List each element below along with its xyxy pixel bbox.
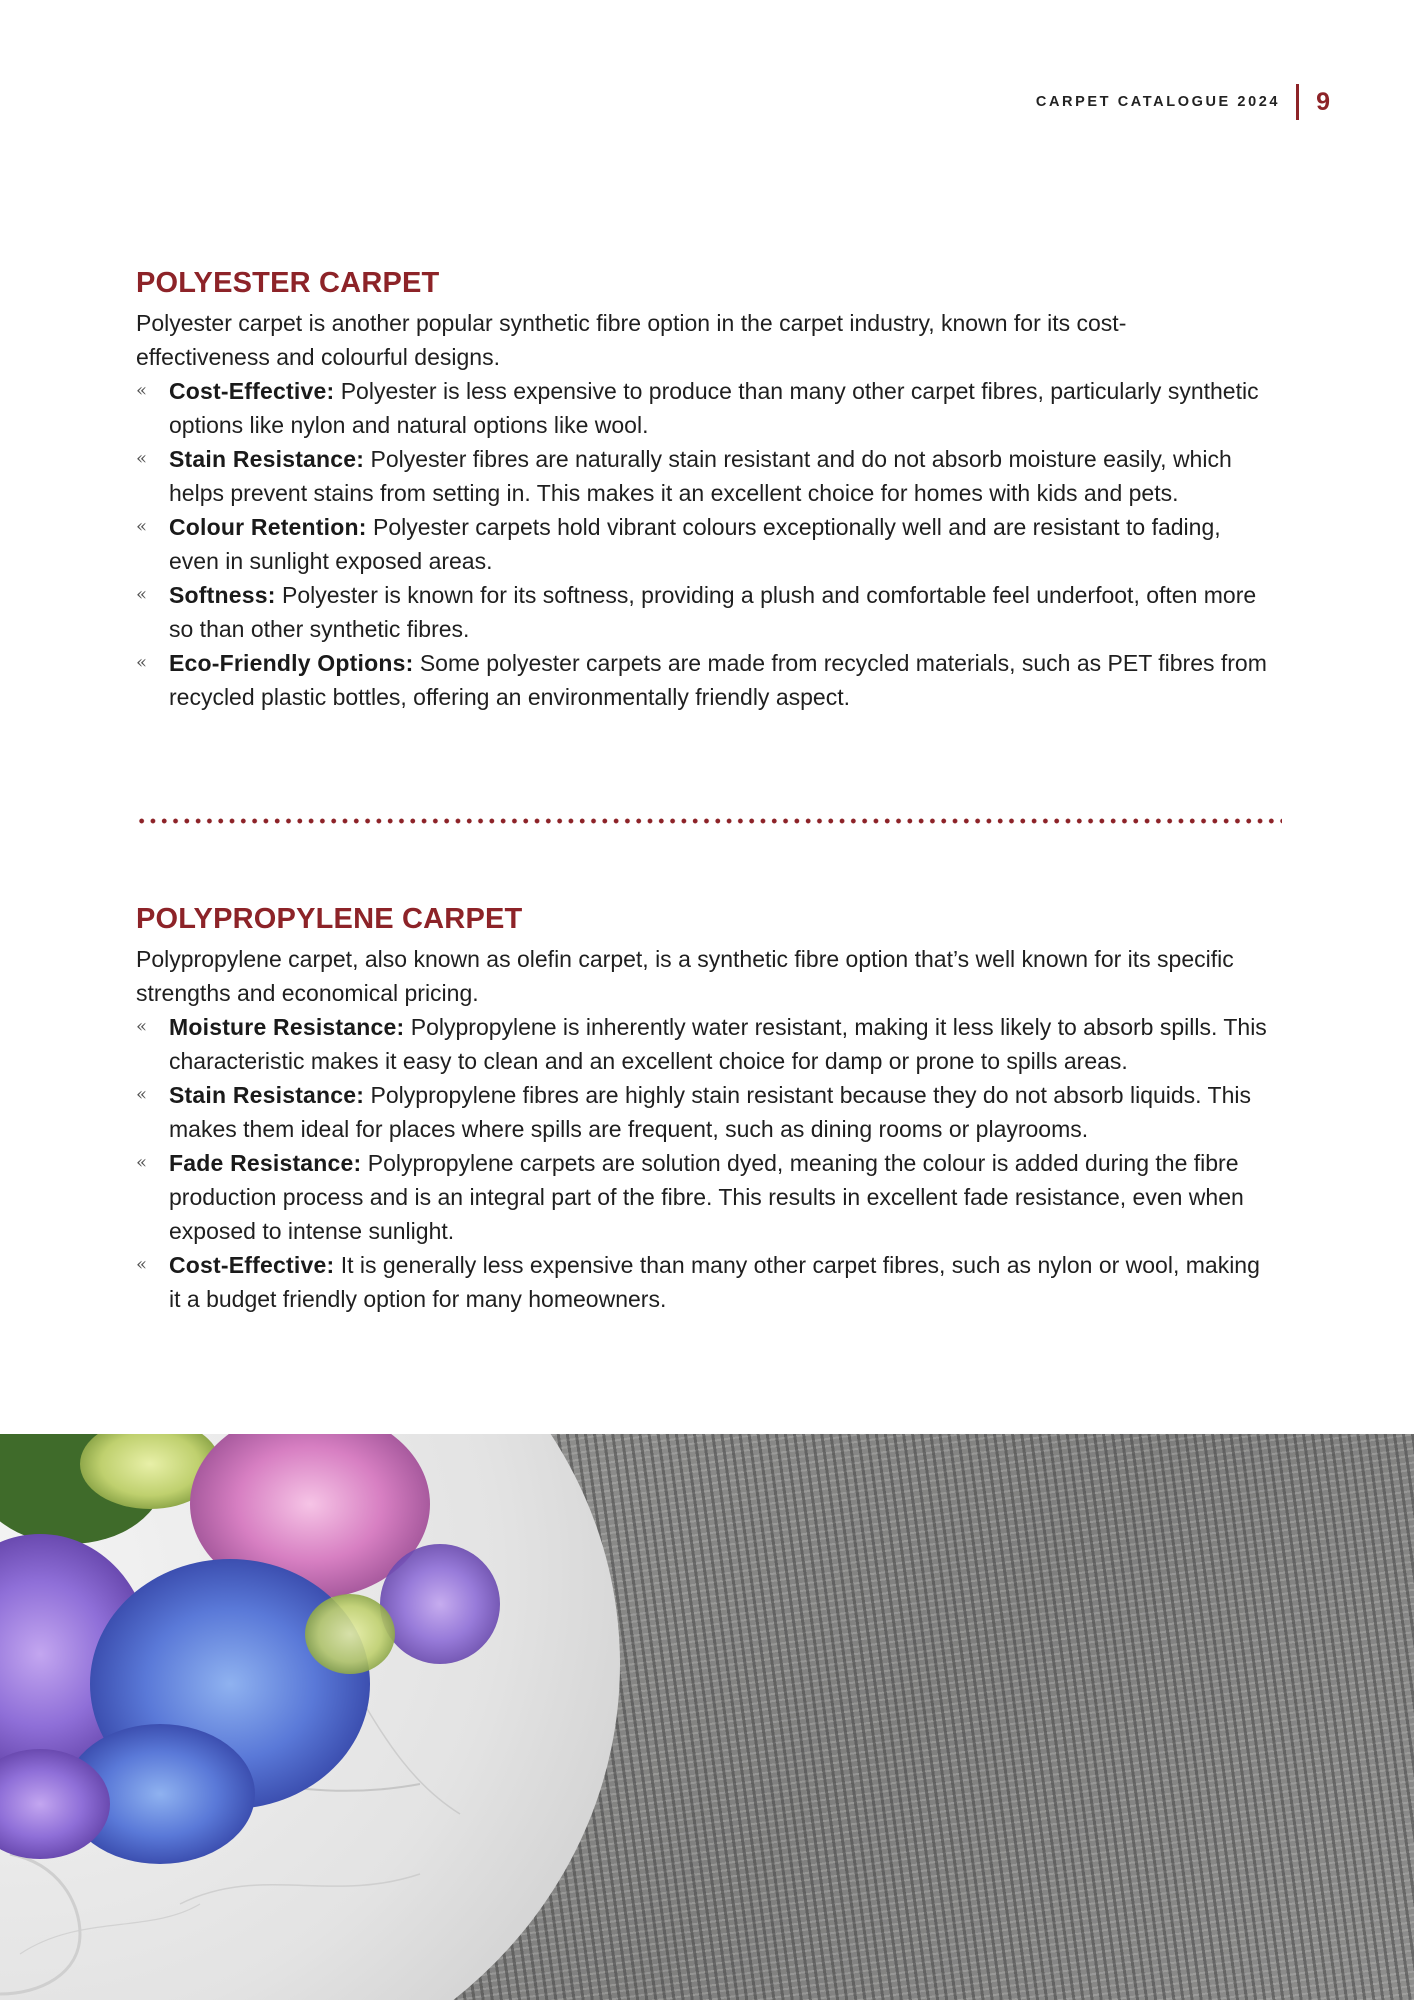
carpet-photo [0, 1434, 1414, 2000]
list-item [136, 374, 1269, 442]
bullet-marker: « [136, 1254, 148, 1275]
feature-term: Cost-Effective: [169, 1252, 335, 1278]
page-number: 9 [1316, 87, 1330, 116]
feature-term: Cost-Effective: [169, 378, 335, 404]
section-title: POLYPROPYLENE CARPET [136, 903, 523, 935]
section-intro: Polypropylene carpet, also known as olefin carpet, is a synthetic fibre option that’s well known for its specific strengths and economical pricing. [136, 946, 1234, 1006]
list-item [136, 1146, 1269, 1248]
feature-term: Softness: [169, 582, 276, 608]
catalogue-title: CARPET CATALOGUE 2024 [1035, 94, 1281, 110]
feature-text: Polyester fibres are naturally stain resistant and do not absorb moisture easily, which helps prevent stains from setting in. This makes it an excellent choice for homes with kids and pets. [169, 446, 1232, 506]
bullet-marker: « [136, 380, 148, 401]
feature-term: Fade Resistance: [169, 1150, 362, 1176]
section-intro: Polyester carpet is another popular synthetic fibre option in the carpet industry, known for its cost-effectiveness and colourful designs. [136, 310, 1127, 370]
feature-text: It is generally less expensive than many other carpet fibres, such as nylon or wool, making it a budget friendly option for many homeowners. [169, 1252, 1260, 1312]
list-item [136, 578, 1269, 646]
page-header [1036, 84, 1330, 120]
feature-text: Polypropylene fibres are highly stain resistant because they do not absorb liquids. This makes them ideal for places where spills are frequent, such as dining rooms or playrooms. [169, 1082, 1251, 1142]
feature-term: Stain Resistance: [169, 446, 365, 472]
list-item [136, 442, 1269, 510]
feature-text: Polypropylene is inherently water resistant, making it less likely to absorb spills. This characteristic makes it easy to clean and an excellent choice for damp or prone to spills areas. [169, 1014, 1267, 1074]
feature-text: Some polyester carpets are made from recycled materials, such as PET fibres from recycled plastic bottles, offering an environmentally friendly aspect. [169, 650, 1267, 710]
feature-list [136, 374, 1296, 714]
feature-term: Eco-Friendly Options: [169, 650, 414, 676]
feature-term: Moisture Resistance: [169, 1014, 405, 1040]
feature-term: Colour Retention: [169, 514, 367, 540]
bullet-marker: « [136, 1152, 148, 1173]
list-item [136, 1248, 1269, 1316]
bullet-marker: « [136, 652, 148, 673]
list-item [136, 646, 1269, 714]
bullet-marker: « [136, 1016, 148, 1037]
bullet-marker: « [136, 448, 148, 469]
table-and-flowers-illustration [0, 1434, 1414, 2000]
feature-text: Polypropylene carpets are solution dyed, meaning the colour is added during the fibre production process and is an integral part of the fibre. This results in excellent fade resistance, even when exposed to intense sunlight. [169, 1150, 1244, 1244]
polyester-section [136, 264, 1296, 714]
section-title: POLYESTER CARPET [136, 267, 440, 299]
dotted-divider [136, 818, 1282, 824]
list-item [136, 510, 1269, 578]
bullet-marker: « [136, 584, 148, 605]
bullet-marker: « [136, 1084, 148, 1105]
feature-text: Polyester is known for its softness, providing a plush and comfortable feel underfoot, often more so than other synthetic fibres. [169, 582, 1257, 642]
feature-text: Polyester carpets hold vibrant colours exceptionally well and are resistant to fading, even in sunlight exposed areas. [169, 514, 1221, 574]
feature-list [136, 1010, 1296, 1316]
feature-text: Polyester is less expensive to produce than many other carpet fibres, particularly synthetic options like nylon and natural options like wool. [169, 378, 1259, 438]
feature-term: Stain Resistance: [169, 1082, 365, 1108]
list-item [136, 1010, 1269, 1078]
list-item [136, 1078, 1269, 1146]
bullet-marker: « [136, 516, 148, 537]
polypropylene-section [136, 900, 1296, 1316]
